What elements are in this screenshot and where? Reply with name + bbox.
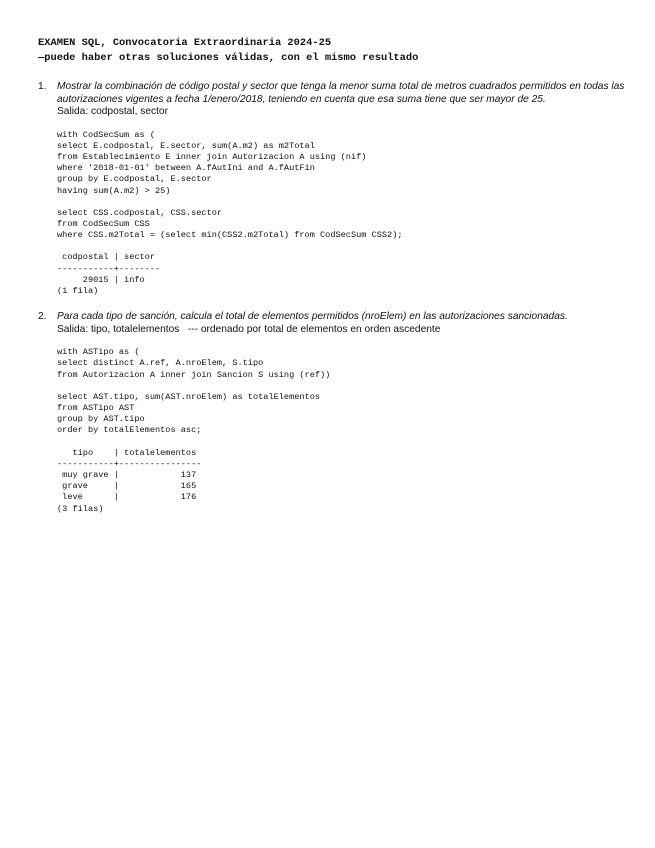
question-output-spec: Salida: tipo, totalelementos --- ordenado por total de elementos en orden ascedente: [57, 323, 441, 335]
result-row: leve | 176: [57, 492, 197, 503]
query-result-table: [57, 448, 628, 515]
sql-line: where '2018-01-01' between A.fAutIni and A.fAutFin: [57, 163, 315, 174]
sql-line: order by totalElementos asc;: [57, 425, 202, 436]
sql-line: select distinct A.ref, A.nroElem, S.tipo: [57, 358, 264, 369]
sql-line: from CodSecSum CSS: [57, 218, 150, 229]
document-title: EXAMEN SQL, Convocatoria Extraordinaria 2024-25: [38, 37, 332, 49]
sql-line: with CodSecSum as (: [57, 129, 155, 140]
result-row: muy grave | 137: [57, 469, 197, 480]
question-number: 1.: [38, 81, 47, 92]
sql-line: from Establecimiento E inner join Autorizacion A using (nif): [57, 151, 367, 162]
sql-line: from Autorizacion A inner join Sancion S using (ref)): [57, 369, 331, 380]
sql-main-query-block: [57, 392, 628, 437]
question-statement: Para cada tipo de sanción, calcula el total de elementos permitidos (nroElem) en las autorizaciones sancionadas.: [57, 311, 568, 323]
question-2: [38, 311, 628, 515]
sql-line: group by AST.tipo: [57, 414, 145, 425]
sql-line: group by E.codpostal, E.sector: [57, 174, 212, 185]
sql-line: with ASTipo as (: [57, 347, 140, 358]
question-number: 2.: [38, 311, 47, 323]
result-row: 29015 | info: [57, 274, 145, 285]
question-statement: Mostrar la combinación de código postal y sector que tenga la menor suma total de metros cuadrados permitidos en todas las autorizaciones vigentes a fecha 1/enero/2018, teniendo en cuenta que esa suma tiene que ser mayor de 25.: [57, 81, 625, 105]
question-1: [38, 81, 628, 297]
sql-cte-block: [57, 347, 628, 381]
sql-line: having sum(A.m2) > 25): [57, 185, 171, 196]
document-subtitle: —puede haber otras soluciones válidas, con el mismo resultado: [38, 52, 419, 64]
sql-line: select AST.tipo, sum(AST.nroElem) as totalElementos: [57, 391, 321, 402]
sql-line: from ASTipo AST: [57, 402, 135, 413]
result-header: codpostal | sector: [57, 252, 155, 263]
result-row-count: (3 filas): [57, 503, 104, 514]
result-row: grave | 165: [57, 481, 197, 492]
exam-document: [38, 36, 628, 515]
result-separator: -----------+----------------: [57, 458, 202, 469]
result-row-count: (1 fila): [57, 285, 99, 296]
sql-line: select E.codpostal, E.sector, sum(A.m2) as m2Total: [57, 140, 315, 151]
result-separator: -----------+--------: [57, 263, 161, 274]
sql-line: where CSS.m2Total = (select min(CSS2.m2Total) from CodSecSum CSS2);: [57, 230, 403, 241]
sql-cte-block: [57, 130, 628, 197]
question-output-spec: Salida: codpostal, sector: [57, 106, 168, 117]
result-header: tipo | totalelementos: [57, 447, 197, 458]
sql-line: select CSS.codpostal, CSS.sector: [57, 207, 223, 218]
query-result-table: [57, 252, 628, 297]
sql-main-query-block: [57, 208, 628, 242]
